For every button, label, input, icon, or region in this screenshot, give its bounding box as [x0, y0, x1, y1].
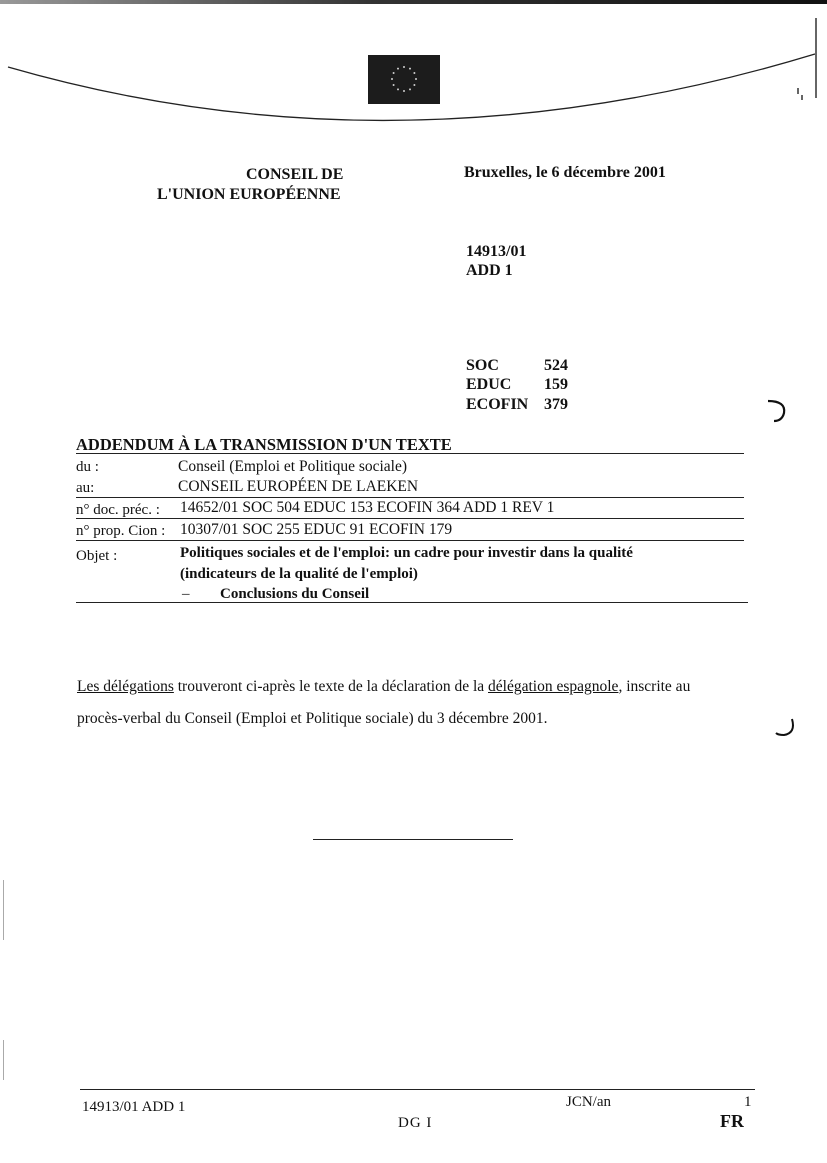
- scan-left-edge-mark: [3, 880, 4, 940]
- field-value-au: CONSEIL EUROPÉEN DE LAEKEN: [178, 478, 419, 495]
- code-label-ecofin: ECOFIN: [466, 396, 529, 413]
- field-value-doc-prec: 14652/01 SOC 504 EDUC 153 ECOFIN 364 ADD 1 REV 1: [180, 499, 555, 516]
- field-label-objet: Objet :: [76, 548, 118, 564]
- footer-dg: DG I: [398, 1115, 433, 1129]
- council-name-line1: CONSEIL DE: [246, 166, 344, 183]
- objet-dash: –: [182, 586, 190, 602]
- council-name-line2: L'UNION EUROPÉENNE: [157, 186, 341, 203]
- code-value-soc: 524: [544, 357, 568, 374]
- field-label-prop-cion: n° prop. Cion :: [76, 523, 166, 539]
- scan-top-border: [0, 0, 827, 4]
- field-value-du: Conseil (Emploi et Politique sociale): [178, 458, 408, 475]
- scan-speck: [797, 88, 799, 94]
- rule-under-title: [76, 453, 744, 454]
- rule-under-prop-cion: [76, 540, 744, 541]
- field-label-au: au:: [76, 480, 95, 496]
- objet-line1: Politiques sociales et de l'emploi: un cadre pour investir dans la qualité: [180, 545, 633, 561]
- footer-language: FR: [720, 1111, 744, 1127]
- footer-initials: JCN/an: [566, 1094, 611, 1110]
- field-value-prop-cion: 10307/01 SOC 255 EDUC 91 ECOFIN 179: [180, 521, 453, 538]
- document-addendum-number: ADD 1: [466, 262, 513, 279]
- scan-speck: [801, 95, 803, 100]
- field-label-du: du :: [76, 459, 99, 475]
- scan-left-edge-mark: [3, 1040, 4, 1080]
- rule-under-doc-prec: [76, 518, 744, 519]
- rule-under-au: [76, 497, 744, 498]
- footer-rule: [80, 1089, 755, 1090]
- punch-hole-mark-bottom: [770, 715, 800, 743]
- objet-line2: (indicateurs de la qualité de l'emploi): [180, 566, 418, 582]
- document-number: 14913/01: [466, 243, 527, 260]
- punch-hole-mark-top: [760, 395, 790, 425]
- code-label-soc: SOC: [466, 357, 499, 374]
- scan-right-edge-mark: [815, 18, 817, 98]
- end-separator: [313, 839, 513, 840]
- spanish-delegation-text: délégation espagnole: [488, 678, 619, 695]
- objet-line3: Conclusions du Conseil: [220, 586, 370, 602]
- code-value-ecofin: 379: [544, 396, 568, 413]
- field-label-doc-prec: n° doc. préc. :: [76, 502, 160, 518]
- rule-under-objet: [76, 602, 748, 603]
- body-text-segment: trouveront ci-après le texte de la déclaration de la: [173, 678, 489, 695]
- date-line: Bruxelles, le 6 décembre 2001: [464, 164, 666, 181]
- body-paragraph-line1: [77, 678, 690, 696]
- eu-emblem-icon: [368, 55, 440, 104]
- body-text-segment-end: , inscrite au: [618, 678, 691, 695]
- footer-page-number: 1: [744, 1094, 752, 1110]
- addendum-title: ADDENDUM À LA TRANSMISSION D'UN TEXTE: [76, 435, 452, 454]
- code-label-educ: EDUC: [466, 376, 512, 393]
- code-value-educ: 159: [544, 376, 568, 393]
- body-paragraph-line2: procès-verbal du Conseil (Emploi et Politique sociale) du 3 décembre 2001.: [77, 710, 548, 727]
- footer-reference: 14913/01 ADD 1: [82, 1099, 186, 1115]
- delegations-link-text: Les délégations: [77, 678, 174, 695]
